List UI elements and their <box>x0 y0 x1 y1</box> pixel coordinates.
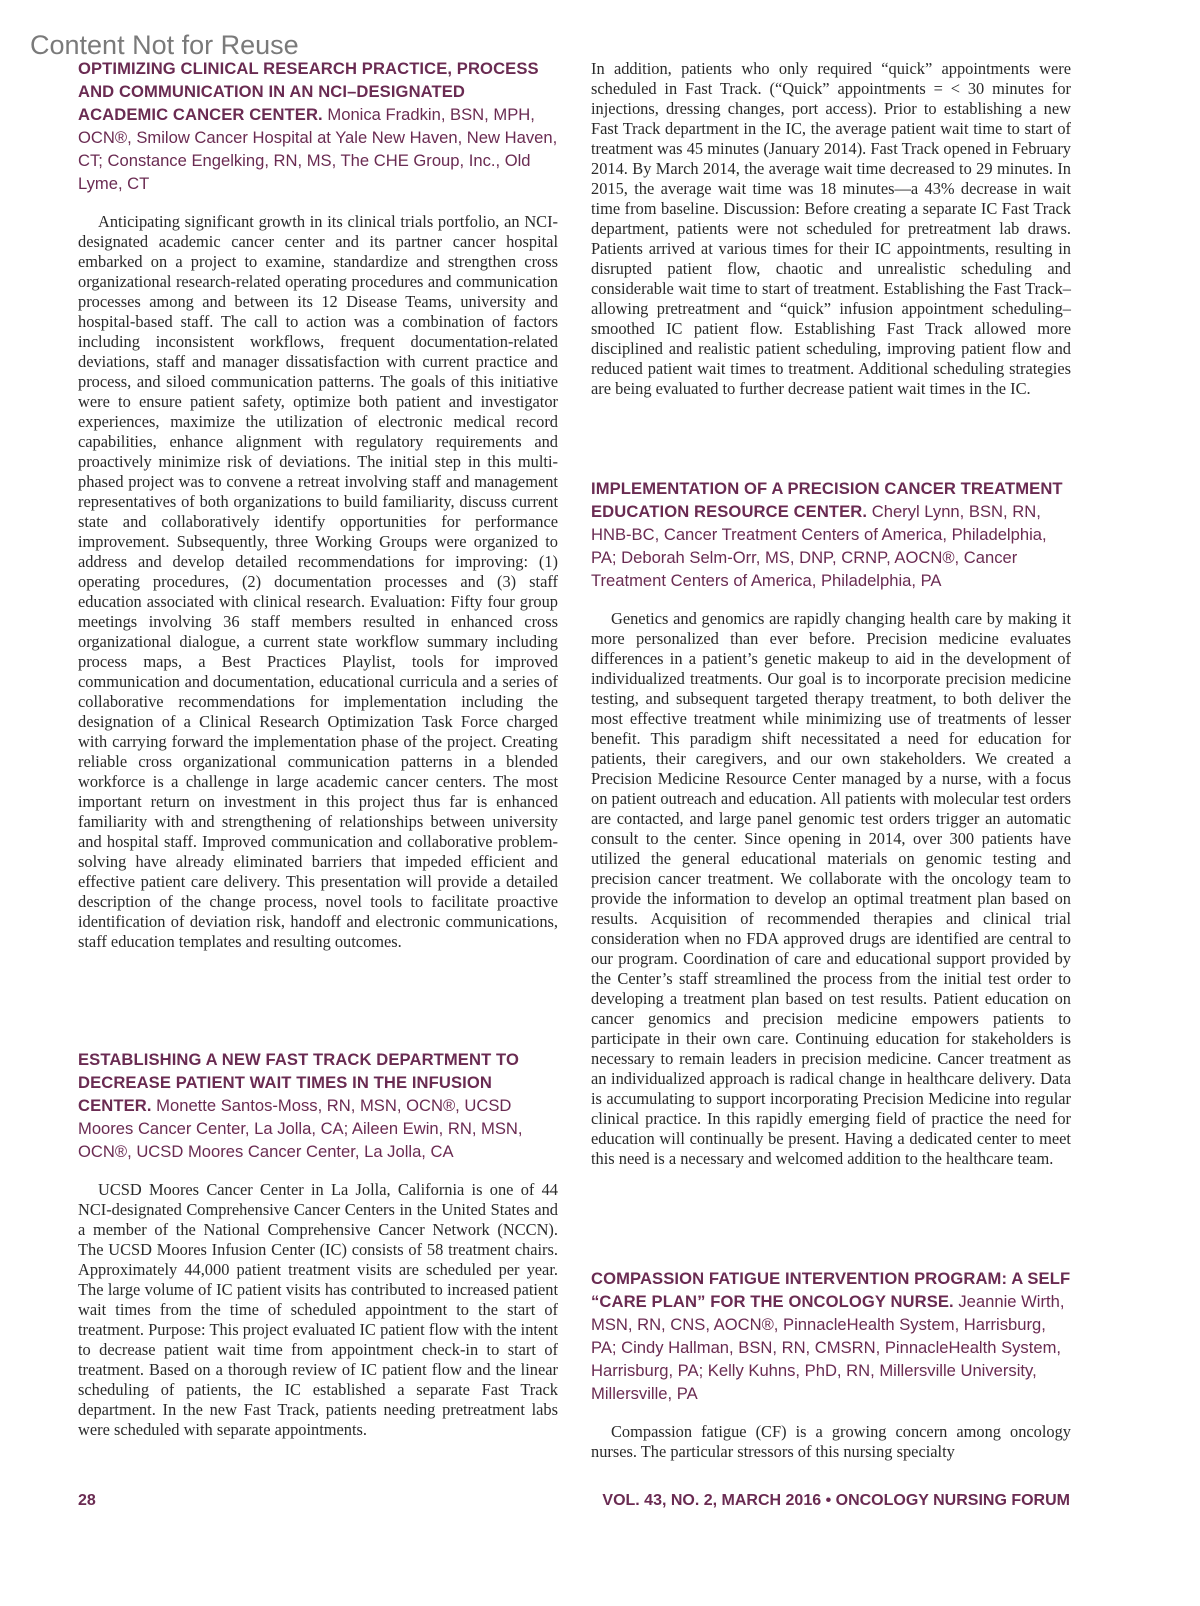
article-title: OPTIMIZING CLINICAL RESEARCH PRACTICE, PROCESS AND COMMUNICATION IN AN NCI–DESIGNATED ACADEMIC CANCER CENTER. <box>78 59 539 124</box>
article-title: ESTABLISHING A NEW FAST TRACK DEPARTMENT TO DECREASE PATIENT WAIT TIMES IN THE INFUSION CENTER. <box>78 1050 519 1115</box>
article-heading <box>591 477 1071 592</box>
article-heading <box>78 57 558 195</box>
article-authors: Monica Fradkin, BSN, MPH, OCN®, Smilow Cancer Hospital at Yale New Haven, New Haven, CT; Constance Engelking, RN, MS, The CHE Group, Inc., Old Lyme, CT <box>78 105 558 193</box>
article-authors: Jeannie Wirth, MSN, RN, CNS, AOCN®, PinnacleHealth System, Harrisburg, PA; Cindy Hallman, BSN, RN, CMSRN, PinnacleHealth System, Harrisburg, PA; Kelly Kuhns, PhD, RN, Millersville University, Millersville, PA <box>591 1292 1065 1403</box>
article-4 <box>591 1267 1071 1462</box>
article-3 <box>591 477 1071 1169</box>
article-title: IMPLEMENTATION OF A PRECISION CANCER TREATMENT EDUCATION RESOURCE CENTER. <box>591 479 1063 521</box>
article-heading <box>78 1048 558 1163</box>
article-authors: Cheryl Lynn, BSN, RN, HNB-BC, Cancer Treatment Centers of America, Philadelphia, PA; Deborah Selm-Orr, MS, DNP, CRNP, AOCN®, Cancer Treatment Centers of America, Philadelphia, PA <box>591 502 1047 590</box>
article-2 <box>78 1048 558 1440</box>
journal-footer: VOL. 43, NO. 2, MARCH 2016 • ONCOLOGY NURSING FORUM <box>602 1492 1070 1509</box>
article-heading <box>591 1267 1071 1405</box>
article-2-continued <box>591 59 1071 399</box>
article-body: Anticipating significant growth in its clinical trials portfolio, an NCI-designated academic cancer center and its partner cancer hospital embarked on a project to examine, standardize and strengthen cross organizational research-related operating procedures and communication processes among and between its 12 Disease Teams, university and hospital-based staff. The call to action was a combination of factors including inconsistent workflows, frequent documentation-related deviations, staff and manager dissatisfaction with current practice and process, and siloed communication patterns. The goals of this initiative were to ensure patient safety, optimize both patient and investigator experiences, maximize the utilization of electronic medical record capabilities, enhance alignment with regulatory requirements and proactively minimize risk of deviations. The initial step in this multi-phased project was to convene a retreat involving staff and management representatives of both organizations to build familiarity, discuss current state and collaboratively identify opportunities for performance improvement. Subsequently, three Working Groups were organized to address and develop detailed recommendations for improving: (1) operating procedures, (2) documentation processes and (3) staff education associated with clinical research. Evaluation: Fifty four group meetings involving 36 staff members resulted in enhanced cross organizational dialogue, a current state workflow summary including process maps, a Best Practices Playlist, tools for improved communication and documentation, educational curricula and a series of collaborative recommendations for implementation including the designation of a Clinical Research Optimization Task Force charged with carrying forward the implementation phase of the project. Creating reliable cross organizational communication patterns in a blended workforce is a challenge in large academic cancer centers. The most important return on investment in this project thus far is enhanced familiarity with and strengthening of relationships between university and hospital staff. Improved communication and collaborative problem-solving have already eliminated barriers that impeded efficient and effective patient care delivery. This presentation will provide a detailed description of the change process, novel tools to facilitate proactive identification of deviation risk, handoff and electronic communications, staff education templates and resulting outcomes. <box>78 212 558 951</box>
article-title: COMPASSION FATIGUE INTERVENTION PROGRAM: A SELF “CARE PLAN” FOR THE ONCOLOGY NURSE. <box>591 1269 1071 1311</box>
article-body-continued: In addition, patients who only required “quick” appointments were scheduled in Fast Track. (“Quick” appointments = < 30 minutes for injections, dressing changes, port access). Prior to establishing a new Fast Track department in the IC, the average patient wait time to start of treatment was 45 minutes (January 2014). Fast Track opened in February 2014. By March 2014, the average wait time decreased to 29 minutes. In 2015, the average wait time was 18 minutes—a 43% decrease in wait time from baseline. Discussion: Before creating a separate IC Fast Track department, patients were not scheduled for pretreatment lab draws. Patients arrived at various times for their IC appointments, resulting in disrupted patient flow, chaotic and unrealistic scheduling and considerable wait time to start of treatment. Establishing the Fast Track–allowing pretreatment and “quick” infusion appointment scheduling–smoothed IC patient flow. Establishing Fast Track allowed more disciplined and realistic patient scheduling, improving patient flow and reduced patient wait times to treatment. Additional scheduling strategies are being evaluated to further decrease patient wait times in the IC. <box>591 59 1071 398</box>
article-body: Genetics and genomics are rapidly changing health care by making it more personalized than ever before. Precision medicine evaluates differences in a patient’s genetic makeup to aid in the development of individualized treatments. Our goal is to incorporate precision medicine testing, and subsequent targeted therapy treatment, to both deliver the most effective treatment while minimizing use of treatments of lesser benefit. This paradigm shift necessitated a need for education for patients, their caregivers, and our own stakeholders. We created a Precision Medicine Resource Center managed by a nurse, with a focus on patient outreach and education. All patients with molecular test orders are contacted, and large panel genomic test orders trigger an automatic consult to the center. Since opening in 2014, over 300 patients have utilized the general educational materials on genomic testing and precision cancer treatment. We collaborate with the oncology team to provide the information to develop an optimal treatment plan based on results. Acquisition of recommended therapies and clinical trial consideration when no FDA approved drugs are identified are central to our program. Coordination of care and educational support provided by the Center’s staff streamlined the process from the initial test order to developing a treatment plan based on test results. Patient education on cancer genomics and precision medicine empowers patients to participate in their own care. Continuing education for stakeholders is necessary to remain leaders in precision medicine. Cancer treatment as an individualized approach is radical change in healthcare delivery. Data is accumulating to support incorporating Precision Medicine into regular clinical practice. In this rapidly emerging field of practice the need for education will continually be present. Having a dedicated center to meet this need is a necessary and welcomed addition to the healthcare team. <box>591 609 1071 1168</box>
article-1 <box>78 57 558 952</box>
article-authors: Monette Santos-Moss, RN, MSN, OCN®, UCSD Moores Cancer Center, La Jolla, CA; Aileen Ewin, RN, MSN, OCN®, UCSD Moores Cancer Center, La Jolla, CA <box>78 1096 523 1161</box>
page-number: 28 <box>78 1492 96 1509</box>
watermark: Content Not for Reuse <box>30 30 299 60</box>
article-body: Compassion fatigue (CF) is a growing concern among oncology nurses. The particular stressors of this nursing specialty <box>591 1422 1071 1461</box>
article-body: UCSD Moores Cancer Center in La Jolla, California is one of 44 NCI-designated Comprehensive Cancer Centers in the United States and a member of the National Comprehensive Cancer Network (NCCN). The UCSD Moores Infusion Center (IC) consists of 58 treatment chairs. Approximately 44,000 patient treatment visits are scheduled per year. The large volume of IC patient visits has contributed to increased patient wait times from the time of scheduled appointment to the start of treatment. Purpose: This project evaluated IC patient flow with the intent to decrease patient wait time from appointment check-in to start of treatment. Based on a thorough review of IC patient flow and the linear scheduling of patients, the IC established a separate Fast Track department. In the new Fast Track, patients needing pretreatment labs were scheduled with separate appointments. <box>78 1180 558 1439</box>
